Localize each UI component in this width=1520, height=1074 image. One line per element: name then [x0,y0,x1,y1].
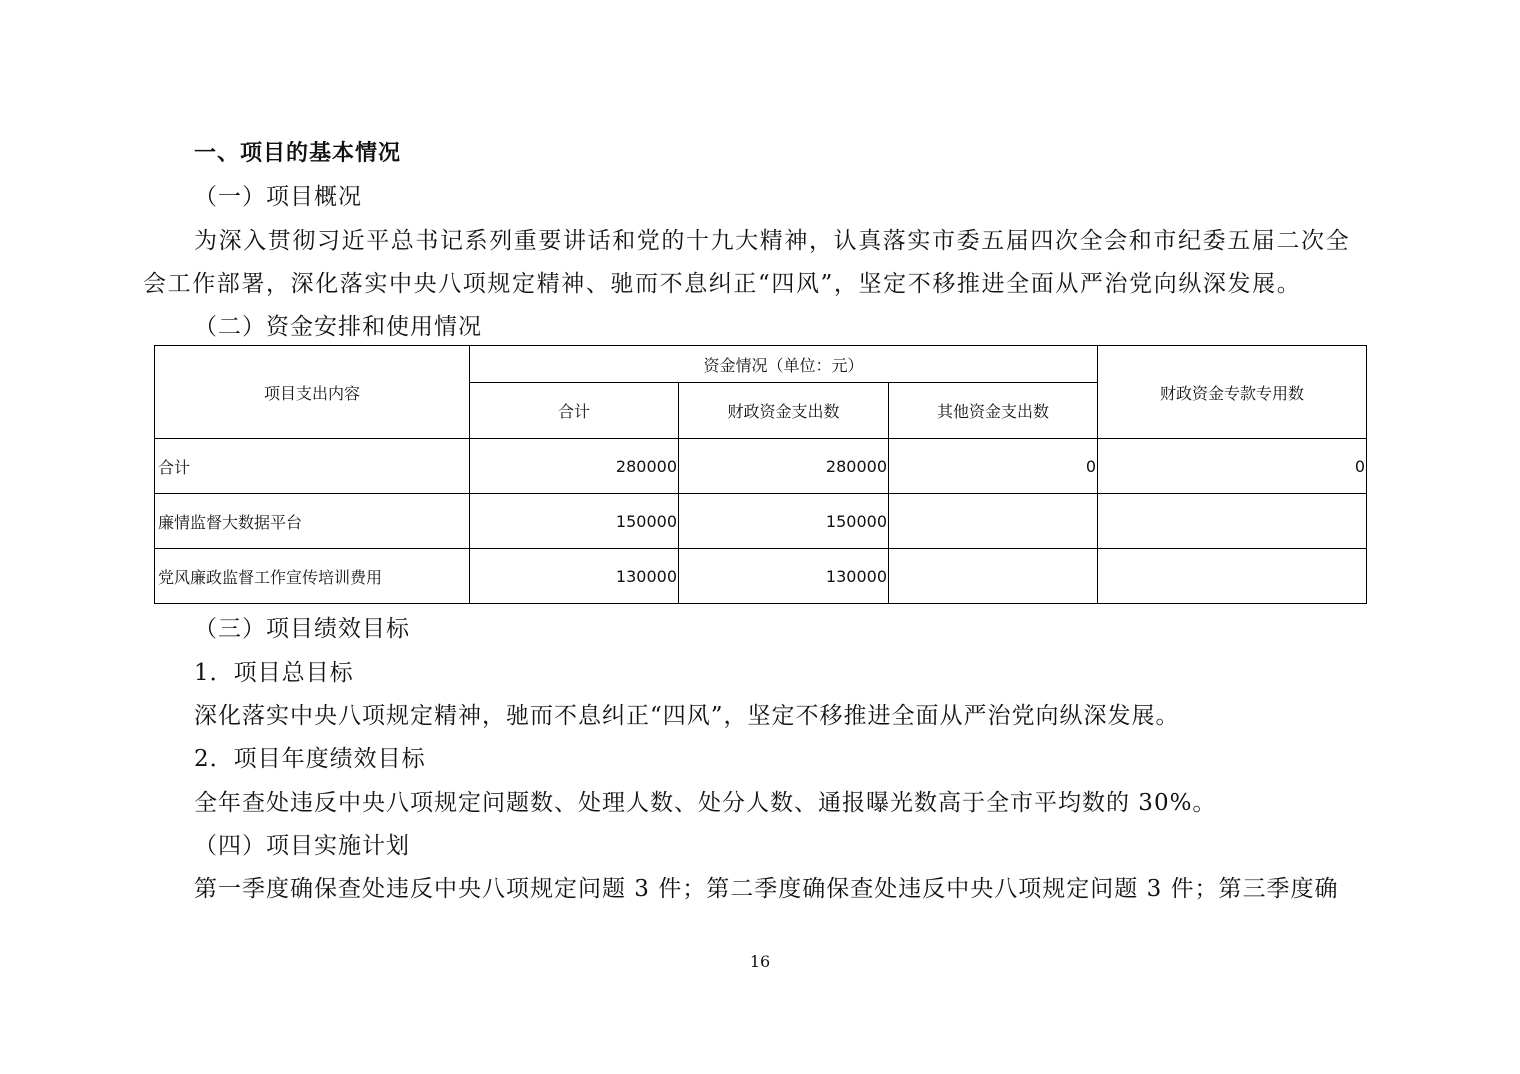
table-row [155,439,1367,494]
cell-other [889,494,1098,549]
cell-item: 党风廉政监督工作宣传培训费用 [155,549,470,604]
overview-paragraph-line-1: 为深入贯彻习近平总书记系列重要讲话和党的十九大精神，认真落实市委五届四次全会和市纪委五届二次全 [194,228,1351,254]
section-title: 一、项目的基本情况 [194,141,402,166]
cell-fiscal: 280000 [679,439,889,494]
cell-total: 150000 [470,494,679,549]
header-other: 其他资金支出数 [889,383,1098,439]
header-fiscal: 财政资金支出数 [679,383,889,439]
goal1-text: 深化落实中央八项规定精神，驰而不息纠正“四风”，坚定不移推进全面从严治党向纵深发展。 [194,703,1180,729]
cell-special: 0 [1098,439,1367,494]
cell-special [1098,494,1367,549]
cell-fiscal: 150000 [679,494,889,549]
header-total: 合计 [470,383,679,439]
header-special: 财政资金专款专用数 [1098,346,1367,439]
overview-paragraph-line-2: 会工作部署，深化落实中央八项规定精神、驰而不息纠正“四风”，坚定不移推进全面从严治党向纵深发展。 [143,271,1302,297]
cell-special [1098,549,1367,604]
subsection-title-overview: （一）项目概况 [194,184,362,210]
goal1-title: 1．项目总目标 [194,660,354,686]
table-row [155,494,1367,549]
goal2-title: 2．项目年度绩效目标 [194,746,426,772]
cell-fiscal: 130000 [679,549,889,604]
table-row [155,549,1367,604]
header-funding-group: 资金情况（单位：元） [470,346,1098,383]
page-number: 16 [749,952,771,971]
cell-item: 廉情监督大数据平台 [155,494,470,549]
cell-other: 0 [889,439,1098,494]
subsection-title-plan: （四）项目实施计划 [194,833,410,859]
subsection-title-funding: （二）资金安排和使用情况 [194,314,482,340]
cell-item: 合计 [155,439,470,494]
funding-table [154,345,1367,604]
header-item: 项目支出内容 [155,346,470,439]
cell-total: 280000 [470,439,679,494]
goal2-text: 全年查处违反中央八项规定问题数、处理人数、处分人数、通报曝光数高于全市平均数的 30%。 [194,790,1217,816]
plan-text: 第一季度确保查处违反中央八项规定问题 3 件；第二季度确保查处违反中央八项规定问题 3 件；第三季度确 [194,876,1339,902]
cell-other [889,549,1098,604]
subsection-title-performance: （三）项目绩效目标 [194,616,410,642]
cell-total: 130000 [470,549,679,604]
